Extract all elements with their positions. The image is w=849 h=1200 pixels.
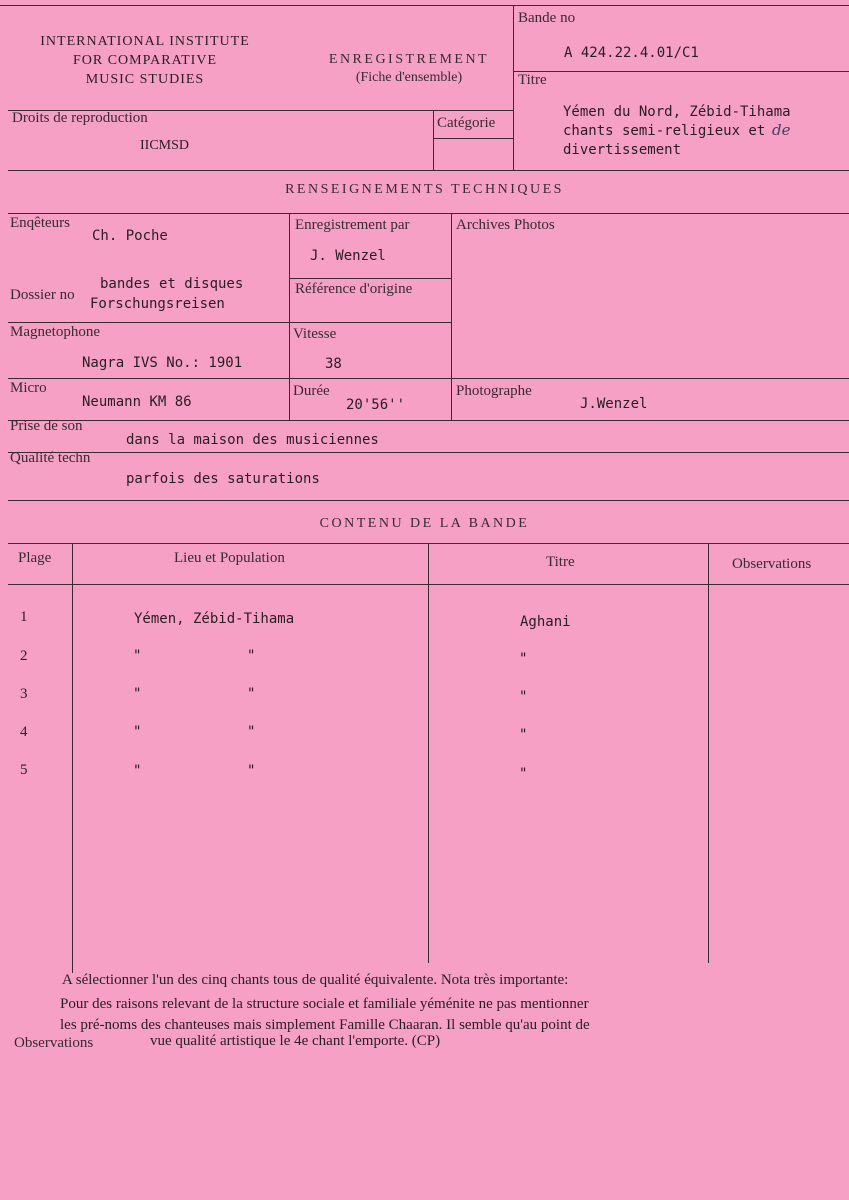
enqueteurs-label: Enqêteurs — [10, 215, 70, 231]
column-header-titre: Titre — [546, 554, 575, 570]
qualite-value: parfois des saturations — [126, 471, 320, 487]
magnetophone-label: Magnetophone — [10, 324, 100, 340]
rule — [513, 5, 514, 170]
bande-value: A 424.22.4.01/C1 — [564, 45, 699, 61]
observation-line: les pré-noms des chanteuses mais simplement Famille Chaaran. Il semble qu'au point de — [60, 1017, 590, 1033]
rule — [708, 543, 709, 963]
rule — [428, 543, 429, 963]
archives-photos-label: Archives Photos — [456, 217, 555, 233]
enqueteurs-value: Ch. Poche — [92, 228, 168, 244]
section-title-content: CONTENU DE LA BANDE — [319, 516, 530, 531]
institute-name: INTERNATIONAL INSTITUTE FOR COMPARATIVE MUSIC STUDIES — [40, 34, 250, 87]
observation-line: A sélectionner l'un des cinq chants tous de qualité équivalente. Nota très importante: — [62, 972, 569, 988]
dossier-value-1: bandes et disques — [100, 276, 244, 292]
categorie-label: Catégorie — [437, 115, 496, 131]
titre-label: Titre — [518, 72, 547, 88]
enregistrement-value: J. Wenzel — [310, 248, 386, 264]
ditto-mark: " — [133, 763, 142, 779]
prise-de-son-label: Prise de son — [10, 418, 83, 434]
section-title-technical: RENSEIGNEMENTS TECHNIQUES — [285, 182, 564, 197]
handwritten-annotation: de — [772, 121, 791, 139]
observations-label: Observations — [14, 1035, 94, 1051]
droits-value: IICMSD — [140, 138, 190, 153]
dossier-label: Dossier no — [10, 287, 75, 303]
rule — [513, 71, 849, 72]
prise-de-son-value: dans la maison des musiciennes — [126, 432, 379, 448]
rule — [289, 278, 451, 279]
vitesse-label: Vitesse — [293, 326, 337, 342]
ditto-mark: " — [247, 763, 256, 779]
column-header-observations: Observations — [732, 556, 812, 572]
rule — [8, 170, 849, 171]
micro-label: Micro — [10, 380, 47, 396]
rule — [433, 110, 434, 170]
titre-line-2: chants semi-religieux et — [563, 123, 766, 139]
photographe-label: Photographe — [456, 383, 532, 399]
plage-number: 5 — [20, 762, 28, 778]
magnetophone-value: Nagra IVS No.: 1901 — [82, 355, 243, 371]
duree-label: Durée — [293, 383, 330, 399]
rule — [0, 5, 849, 6]
rule — [451, 213, 452, 420]
observation-line: vue qualité artistique le 4e chant l'emporte. (CP) — [150, 1033, 441, 1049]
rule — [8, 420, 849, 421]
micro-value: Neumann KM 86 — [82, 394, 192, 410]
plage-number: 1 — [20, 609, 28, 625]
rule — [8, 452, 849, 453]
reference-label: Référence d'origine — [295, 281, 413, 297]
ditto-mark: " — [247, 648, 256, 664]
plage-number: 4 — [20, 724, 28, 740]
plage-number: 3 — [20, 686, 28, 702]
titre-line-1: Yémen du Nord, Zébid-Tihama — [563, 104, 791, 120]
column-header-lieu: Lieu et Population — [174, 550, 285, 566]
observation-line: Pour des raisons relevant de la structure sociale et familiale yéménite ne pas mentionner — [60, 996, 589, 1012]
ditto-mark: " — [133, 648, 142, 664]
vitesse-value: 38 — [325, 356, 342, 372]
enregistrement-label: Enregistrement par — [295, 217, 410, 233]
ditto-mark: " — [133, 686, 142, 702]
photographe-value: J.Wenzel — [580, 396, 648, 412]
column-header-plage: Plage — [18, 550, 52, 566]
ditto-mark: " — [519, 689, 528, 705]
form-subtitle: (Fiche d'ensemble) — [355, 70, 463, 85]
rule — [289, 213, 290, 420]
ditto-mark: " — [519, 766, 528, 782]
form-title: ENREGISTREMENT — [328, 52, 490, 67]
titre-line-3: divertissement — [563, 142, 682, 158]
droits-label: Droits de reproduction — [12, 110, 148, 126]
duree-value: 20'56'' — [346, 397, 406, 413]
rule — [8, 500, 849, 501]
rule — [433, 138, 513, 139]
rule — [72, 543, 73, 973]
ditto-mark: " — [519, 651, 528, 667]
ditto-mark: " — [133, 724, 142, 740]
ditto-mark: " — [247, 724, 256, 740]
rule — [8, 322, 451, 323]
rule — [8, 213, 849, 214]
rule — [8, 378, 849, 379]
lieu-cell: Yémen, Zébid-Tihama — [134, 611, 295, 627]
ditto-mark: " — [247, 686, 256, 702]
dossier-value-2: Forschungsreisen — [90, 296, 225, 312]
bande-label: Bande no — [518, 10, 576, 26]
titre-cell: Aghani — [520, 614, 571, 630]
qualite-label: Qualité techn — [10, 450, 91, 466]
plage-number: 2 — [20, 648, 28, 664]
ditto-mark: " — [519, 727, 528, 743]
